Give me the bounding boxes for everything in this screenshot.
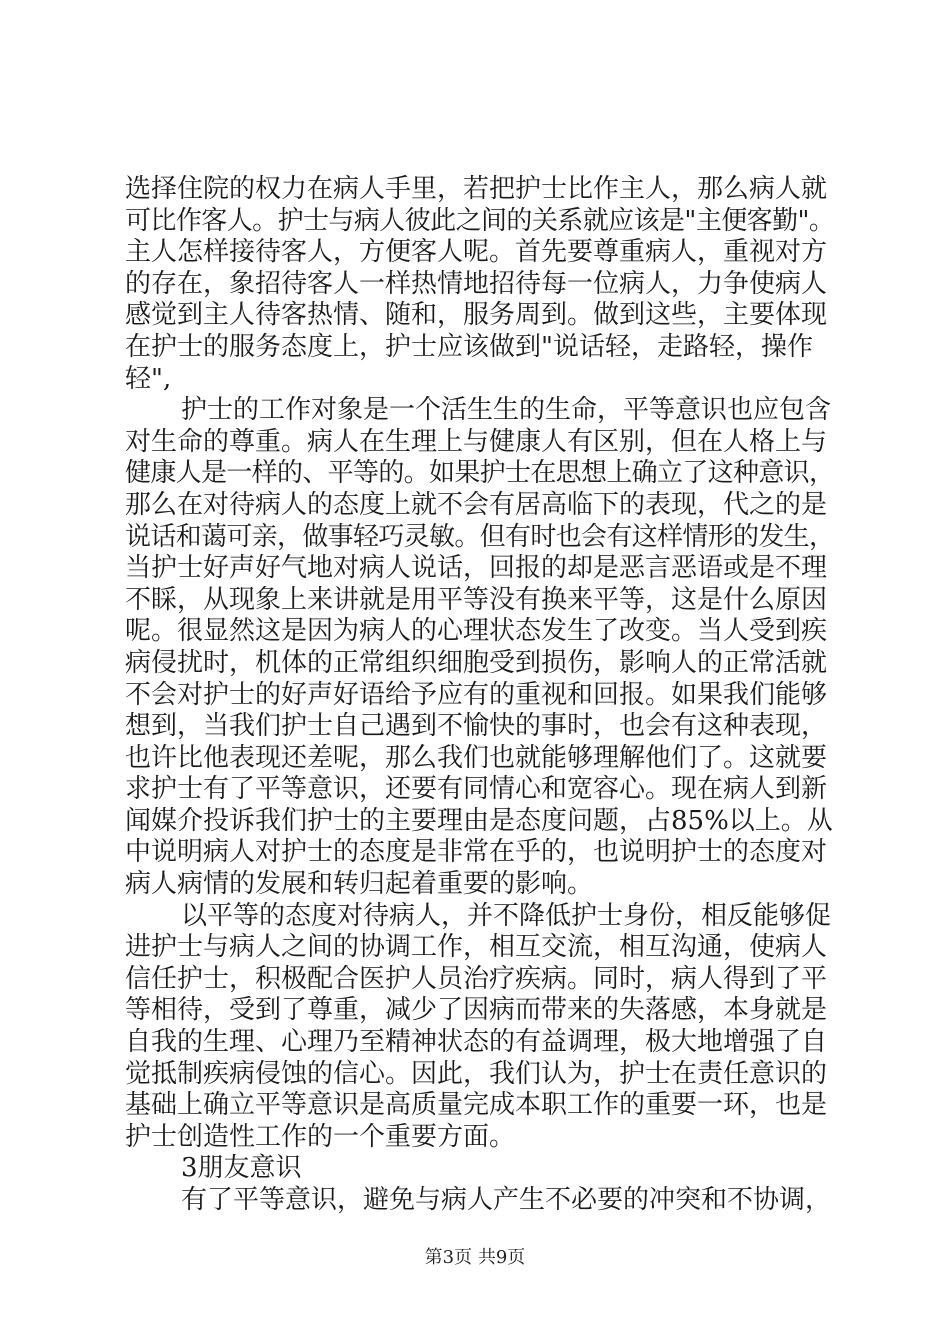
text-line: 呢。很显然这是因为病人的心理状态发生了改变。当人受到疾	[125, 616, 828, 647]
text-line: 可比作客人。护士与病人彼此之间的关系就应该是"主便客勤"。	[125, 205, 835, 236]
text-line: 求护士有了平等意识，还要有同情心和宽容心。现在病人到新	[125, 774, 828, 805]
text-line: 闻媒介投诉我们护士的主要理由是态度问题，占85%以上。从	[125, 805, 833, 836]
text-line: 病人病情的发展和转归起着重要的影响。	[125, 869, 594, 900]
text-line: 信任护士，积极配合医护人员治疗疾病。同时，病人得到了平	[125, 963, 828, 994]
text-line: 感觉到主人待客热情、随和，服务周到。做到这些，主要体现	[125, 300, 828, 331]
text-line: 以平等的态度对待病人，并不降低护士身份，相反能够促	[181, 900, 832, 931]
text-line: 有了平等意识，避免与病人产生不必要的冲突和不协调，	[181, 1185, 832, 1215]
text-line: 轻",	[125, 363, 172, 394]
page-footer: 第3页 共9页	[424, 1247, 526, 1268]
document-body	[125, 174, 835, 1217]
text-line: 健康人是一样的、平等的。如果护士在思想上确立了这种意识，	[125, 458, 835, 489]
text-line: 进护士与病人之间的协调工作，相互交流，相互沟通，使病人	[125, 932, 828, 963]
text-line: 那么在对待病人的态度上就不会有居高临下的表现，代之的是	[125, 489, 828, 520]
text-line: 不会对护士的好声好语给予应有的重视和回报。如果我们能够	[125, 679, 828, 710]
text-line: 想到，当我们护士自己遇到不愉快的事时，也会有这种表现，	[125, 711, 828, 742]
text-line: 护士的工作对象是一个活生生的生命，平等意识也应包含	[181, 395, 832, 426]
text-line: 当护士好声好气地对病人说话，回报的却是恶言恶语或是不理	[125, 553, 828, 584]
text-line: 主人怎样接待客人，方便客人呢。首先要尊重病人，重视对方	[125, 237, 828, 268]
text-line: 自我的生理、心理乃至精神状态的有益调理，极大地增强了自	[125, 1027, 828, 1058]
text-line: 也许比他表现还差呢，那么我们也就能够理解他们了。这就要	[125, 742, 828, 773]
text-line: 护士创造性工作的一个重要方面。	[125, 1121, 516, 1152]
text-line: 选择住院的权力在病人手里，若把护士比作主人，那么病人就	[125, 174, 828, 204]
text-line: 等相待，受到了尊重，减少了因病而带来的失落感，本身就是	[125, 995, 828, 1026]
text-line: 说话和蔼可亲，做事轻巧灵敏。但有时也会有这样情形的发生，	[125, 521, 835, 552]
text-line: 中说明病人对护士的态度是非常在乎的，也说明护士的态度对	[125, 837, 828, 868]
text-line: 觉抵制疾病侵蚀的信心。因此，我们认为，护士在责任意识的	[125, 1058, 828, 1089]
text-line: 对生命的尊重。病人在生理上与健康人有区别，但在人格上与	[125, 426, 828, 457]
text-line: 基础上确立平等意识是高质量完成本职工作的重要一环，也是	[125, 1090, 828, 1121]
text-line: 3朋友意识	[181, 1153, 302, 1184]
text-line: 在护士的服务态度上，护士应该做到"说话轻，走路轻，操作	[125, 331, 813, 362]
text-line: 不睬，从现象上来讲就是用平等没有换来平等，这是什么原因	[125, 584, 828, 615]
text-line: 病侵扰时，机体的正常组织细胞受到损伤，影响人的正常活就	[125, 647, 828, 678]
text-line: 的存在，象招待客人一样热情地招待每一位病人，力争使病人	[125, 268, 828, 299]
